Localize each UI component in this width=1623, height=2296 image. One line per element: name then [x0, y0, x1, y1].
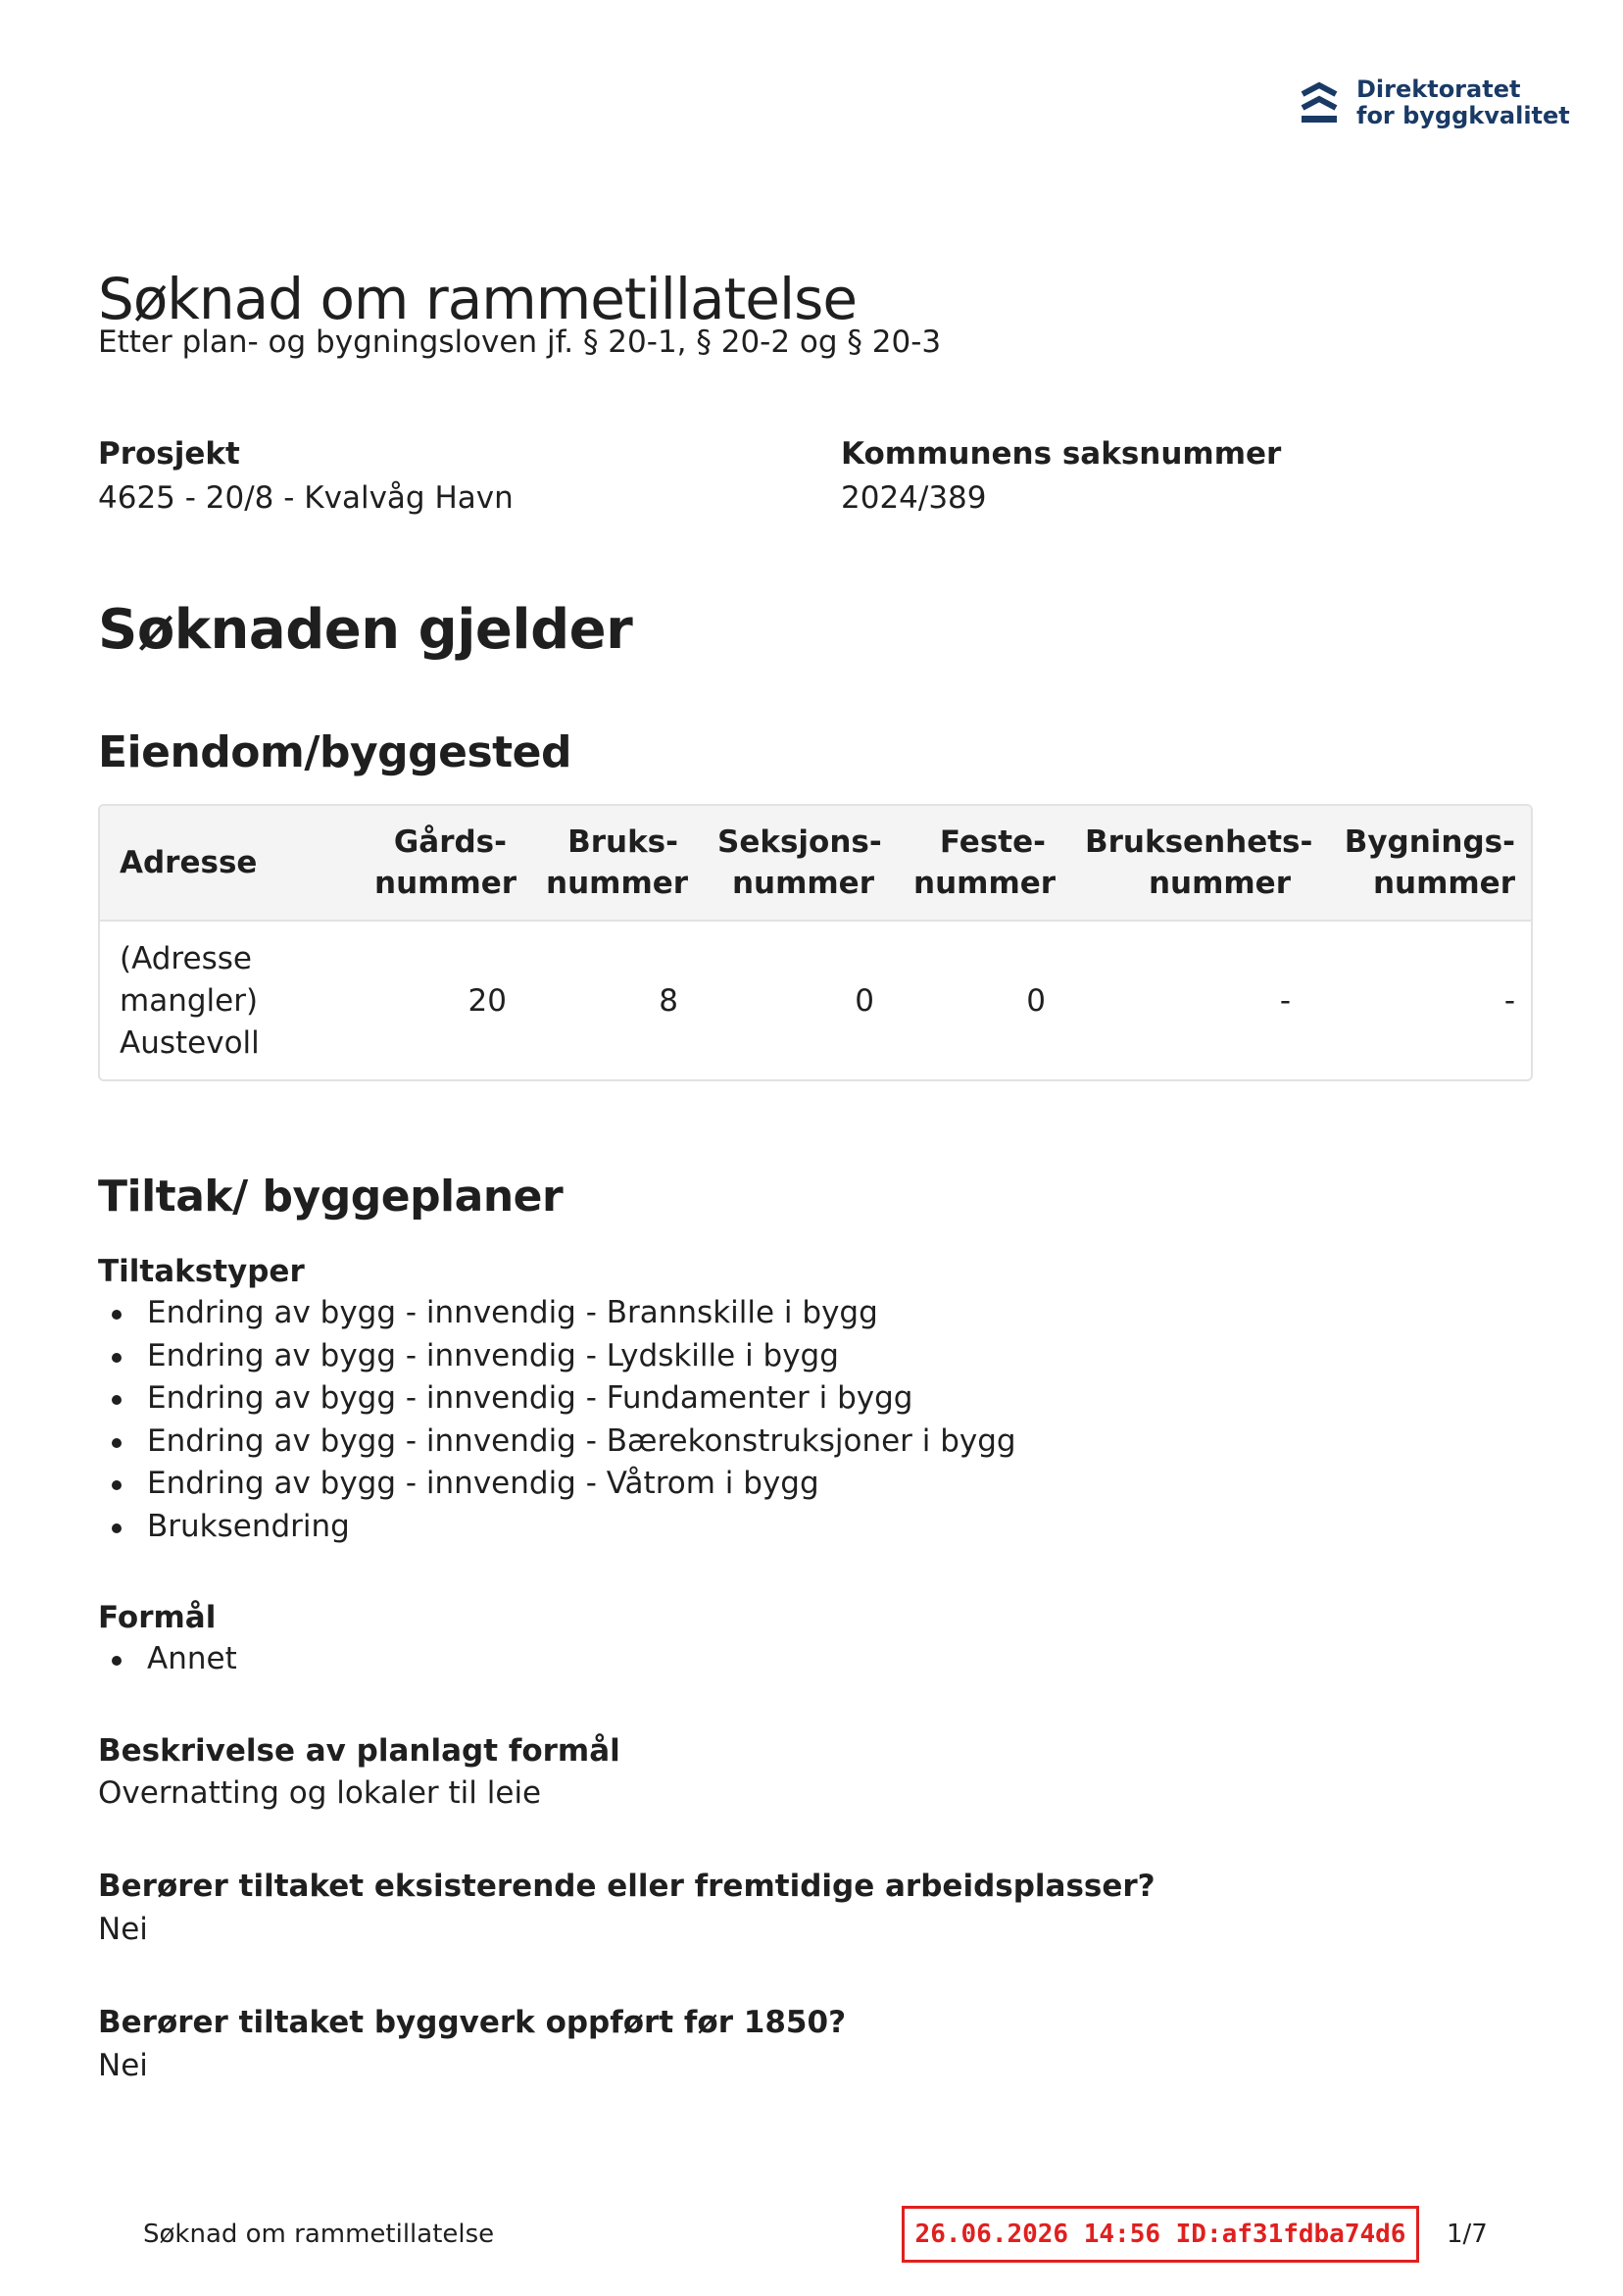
cell-festenummer: 0	[1026, 983, 1046, 1019]
project-value: 4625 - 20/8 - Kvalvåg Havn	[98, 480, 514, 516]
logo-line-2: for byggkvalitet	[1356, 102, 1570, 129]
list-item: Endring av bygg - innvendig - Lydskille i bygg	[98, 1335, 1016, 1378]
property-heading: Eiendom/byggested	[98, 727, 572, 777]
logo-text	[1356, 76, 1570, 129]
document-subtitle: Etter plan- og bygningsloven jf. § 20-1, § 20-2 og § 20-3	[98, 324, 942, 360]
column-header-seksjonsnummer: Seksjons- nummer	[717, 824, 882, 901]
cell-bygningsnummer: -	[1503, 983, 1515, 1019]
list-item: Endring av bygg - innvendig - Fundamenter i bygg	[98, 1377, 1016, 1421]
column-header-gardsnummer: Gårds- nummer	[374, 824, 517, 901]
column-header-bruksenhetsnummer: Bruksenhets- nummer	[1085, 824, 1313, 901]
cell-bruksnummer: 8	[659, 983, 678, 1019]
property-table	[98, 804, 1533, 1081]
workplaces-label: Berører tiltaket eksisterende eller fremtidige arbeidsplasser?	[98, 1869, 1156, 1904]
purpose-description-value: Overnatting og lokaler til leie	[98, 1775, 542, 1811]
cell-gardsnummer: 20	[467, 983, 507, 1019]
page-number: 1/7	[1447, 2220, 1488, 2249]
column-header-bygningsnummer: Bygnings- nummer	[1344, 824, 1515, 901]
purpose-list	[98, 1638, 237, 1681]
cell-seksjonsnummer: 0	[855, 983, 874, 1019]
case-number-value: 2024/389	[841, 480, 987, 516]
timestamp-id-stamp: 26.06.2026 14:56 ID:af31fdba74d6	[902, 2206, 1419, 2263]
column-header-festenummer: Feste- nummer	[913, 824, 1057, 901]
cell-bruksenhetsnummer: -	[1279, 983, 1291, 1019]
column-header-adresse: Adresse	[120, 845, 258, 880]
workplaces-value: Nei	[98, 1912, 148, 1947]
dibk-logo	[1300, 76, 1570, 129]
pre1850-value: Nei	[98, 2048, 148, 2083]
purpose-description-label: Beskrivelse av planlagt formål	[98, 1733, 620, 1769]
list-item: Endring av bygg - innvendig - Våtrom i bygg	[98, 1463, 1016, 1506]
project-label: Prosjekt	[98, 436, 240, 472]
table-header-row	[100, 806, 1533, 921]
section-heading: Søknaden gjelder	[98, 598, 633, 662]
pre1850-label: Berører tiltaket byggverk oppført før 1850?	[98, 2005, 847, 2040]
measures-heading: Tiltak/ byggeplaner	[98, 1172, 564, 1222]
case-number-label: Kommunens saksnummer	[841, 436, 1282, 472]
measure-types-label: Tiltakstyper	[98, 1254, 305, 1289]
list-item: Annet	[98, 1638, 237, 1681]
list-item: Endring av bygg - innvendig - Brannskille i bygg	[98, 1292, 1016, 1335]
measure-types-list	[98, 1292, 1016, 1548]
cell-adresse: (Adresse mangler) Austevoll	[120, 941, 260, 1061]
document-title: Søknad om rammetillatelse	[98, 266, 858, 332]
column-header-bruksnummer: Bruks- nummer	[546, 824, 689, 901]
dibk-chevron-logo-icon	[1300, 80, 1339, 125]
list-item: Endring av bygg - innvendig - Bærekonstruksjoner i bygg	[98, 1421, 1016, 1464]
table-row	[100, 921, 1533, 1081]
list-item: Bruksendring	[98, 1506, 1016, 1549]
purpose-label: Formål	[98, 1600, 217, 1635]
footer-title: Søknad om rammetillatelse	[143, 2220, 495, 2249]
logo-line-1: Direktoratet	[1356, 75, 1521, 103]
